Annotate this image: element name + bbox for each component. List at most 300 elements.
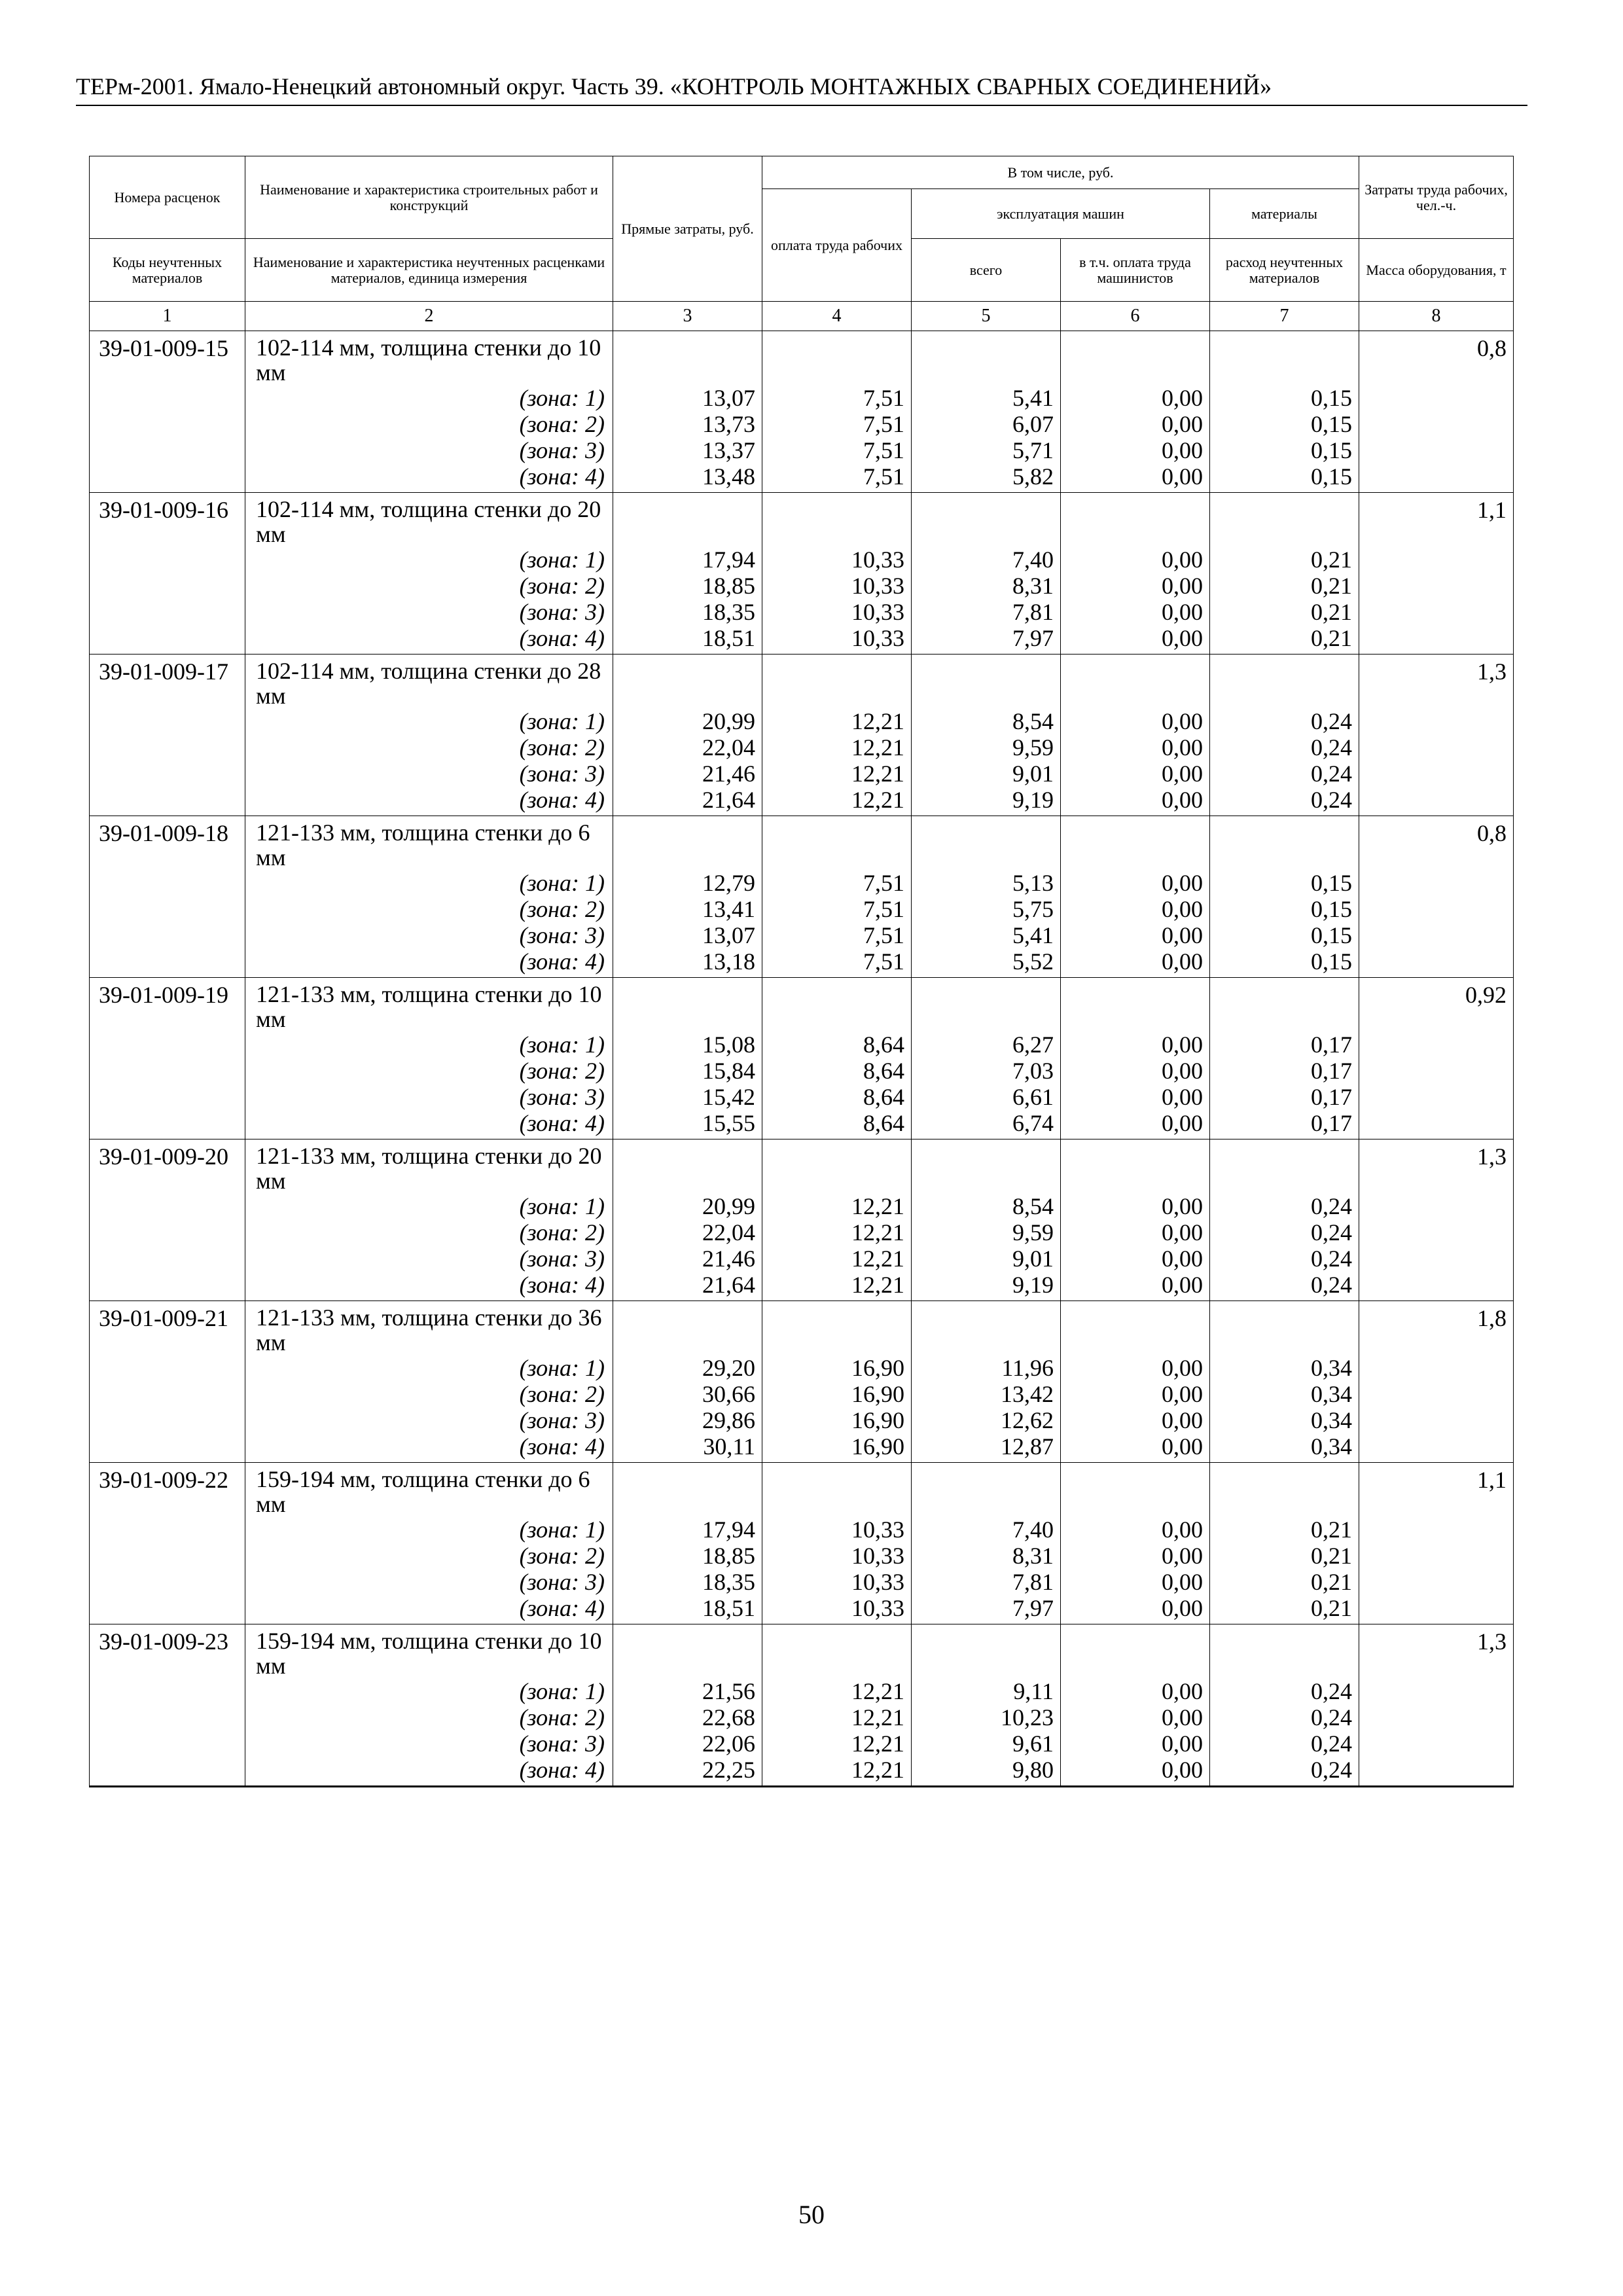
empty-cell xyxy=(912,1139,1061,1194)
worker-wage: 12,21 xyxy=(762,1678,912,1704)
worker-wage: 12,21 xyxy=(762,734,912,761)
operator-wage: 0,00 xyxy=(1061,870,1210,896)
rate-title-row xyxy=(90,1624,1514,1679)
empty-cell xyxy=(90,1731,245,1757)
rate-code: 39-01-009-23 xyxy=(90,1624,245,1679)
empty-cell xyxy=(613,1301,762,1355)
machines-total: 7,97 xyxy=(912,625,1061,655)
empty-cell xyxy=(613,1463,762,1517)
empty-cell xyxy=(613,978,762,1032)
operator-wage: 0,00 xyxy=(1061,1704,1210,1731)
worker-wage: 7,51 xyxy=(762,463,912,493)
labor-cost: 1,3 xyxy=(1359,655,1514,709)
empty-cell xyxy=(1359,787,1514,816)
direct-cost: 30,66 xyxy=(613,1381,762,1407)
worker-wage: 12,21 xyxy=(762,1731,912,1757)
zone-label: (зона: 1) xyxy=(245,1193,613,1219)
zone-row xyxy=(90,896,1514,922)
empty-cell xyxy=(1061,978,1210,1032)
zone-row xyxy=(90,1381,1514,1407)
machines-total: 8,54 xyxy=(912,708,1061,734)
operator-wage: 0,00 xyxy=(1061,573,1210,599)
column-number: 1 xyxy=(90,302,245,331)
rate-title-row xyxy=(90,1463,1514,1517)
direct-cost: 21,56 xyxy=(613,1678,762,1704)
materials-cost: 0,21 xyxy=(1210,599,1359,625)
empty-cell xyxy=(762,816,912,870)
operator-wage: 0,00 xyxy=(1061,1595,1210,1624)
empty-cell xyxy=(762,1624,912,1679)
empty-cell xyxy=(762,1139,912,1194)
labor-cost: 1,3 xyxy=(1359,1624,1514,1679)
direct-cost: 15,42 xyxy=(613,1084,762,1110)
direct-cost: 22,04 xyxy=(613,734,762,761)
materials-cost: 0,34 xyxy=(1210,1381,1359,1407)
empty-cell xyxy=(1359,1704,1514,1731)
labor-cost: 1,8 xyxy=(1359,1301,1514,1355)
worker-wage: 12,21 xyxy=(762,1193,912,1219)
empty-cell xyxy=(1359,385,1514,411)
empty-cell xyxy=(613,1139,762,1194)
direct-cost: 18,85 xyxy=(613,1543,762,1569)
col2-header-top: Наименование и характеристика строительных работ и конструкций xyxy=(245,156,613,239)
direct-cost: 29,20 xyxy=(613,1355,762,1381)
column-numbers-row xyxy=(90,302,1514,331)
zone-row xyxy=(90,1757,1514,1787)
zone-row xyxy=(90,1219,1514,1246)
empty-cell xyxy=(90,1246,245,1272)
empty-cell xyxy=(1359,1058,1514,1084)
machines-total: 5,13 xyxy=(912,870,1061,896)
column-number: 6 xyxy=(1061,302,1210,331)
operator-wage: 0,00 xyxy=(1061,1031,1210,1058)
col1-header-bottom: Коды неучтенных материалов xyxy=(90,239,245,302)
empty-cell xyxy=(90,870,245,896)
rate-name: 102-114 мм, толщина стенки до 20 мм xyxy=(245,493,613,547)
rate-code: 39-01-009-21 xyxy=(90,1301,245,1355)
page-header: ТЕРм-2001. Ямало-Ненецкий автономный округ. Часть 39. «КОНТРОЛЬ МОНТАЖНЫХ СВАРНЫХ СОЕДИНЕНИЙ» xyxy=(76,73,1272,99)
rate-name: 121-133 мм, толщина стенки до 10 мм xyxy=(245,978,613,1032)
empty-cell xyxy=(90,385,245,411)
column-number: 2 xyxy=(245,302,613,331)
worker-wage: 7,51 xyxy=(762,385,912,411)
worker-wage: 12,21 xyxy=(762,1246,912,1272)
empty-cell xyxy=(90,1272,245,1301)
zone-label: (зона: 2) xyxy=(245,411,613,437)
zone-label: (зона: 1) xyxy=(245,1031,613,1058)
empty-cell xyxy=(1061,816,1210,870)
column-number: 4 xyxy=(762,302,912,331)
machines-total: 13,42 xyxy=(912,1381,1061,1407)
worker-wage: 12,21 xyxy=(762,1704,912,1731)
machines-total: 5,82 xyxy=(912,463,1061,493)
empty-cell xyxy=(613,493,762,547)
empty-cell xyxy=(1359,625,1514,655)
empty-cell xyxy=(1359,1381,1514,1407)
materials-cost: 0,15 xyxy=(1210,411,1359,437)
column-number: 3 xyxy=(613,302,762,331)
empty-cell xyxy=(1359,1407,1514,1433)
direct-cost: 21,64 xyxy=(613,787,762,816)
zone-row xyxy=(90,1516,1514,1543)
labor-cost: 0,8 xyxy=(1359,331,1514,386)
empty-cell xyxy=(90,1193,245,1219)
materials-cost: 0,24 xyxy=(1210,1678,1359,1704)
empty-cell xyxy=(912,978,1061,1032)
empty-cell xyxy=(1359,1193,1514,1219)
empty-cell xyxy=(1061,1463,1210,1517)
zone-row xyxy=(90,708,1514,734)
materials-cost: 0,17 xyxy=(1210,1058,1359,1084)
empty-cell xyxy=(90,1058,245,1084)
direct-cost: 13,73 xyxy=(613,411,762,437)
rate-group xyxy=(90,1139,1514,1301)
machines-total: 8,54 xyxy=(912,1193,1061,1219)
empty-cell xyxy=(1359,1219,1514,1246)
operator-wage: 0,00 xyxy=(1061,1407,1210,1433)
zone-label: (зона: 2) xyxy=(245,896,613,922)
machines-total: 5,75 xyxy=(912,896,1061,922)
materials-cost: 0,17 xyxy=(1210,1110,1359,1139)
zone-label: (зона: 4) xyxy=(245,1757,613,1787)
empty-cell xyxy=(1359,708,1514,734)
zone-label: (зона: 4) xyxy=(245,948,613,978)
rate-name: 121-133 мм, толщина стенки до 36 мм xyxy=(245,1301,613,1355)
rate-group xyxy=(90,493,1514,655)
materials-cost: 0,15 xyxy=(1210,437,1359,463)
worker-wage: 10,33 xyxy=(762,625,912,655)
materials-cost: 0,34 xyxy=(1210,1407,1359,1433)
empty-cell xyxy=(90,1084,245,1110)
zone-label: (зона: 4) xyxy=(245,1272,613,1301)
materials-cost: 0,15 xyxy=(1210,922,1359,948)
empty-cell xyxy=(90,1407,245,1433)
direct-cost: 12,79 xyxy=(613,870,762,896)
zone-label: (зона: 3) xyxy=(245,1407,613,1433)
empty-cell xyxy=(613,331,762,386)
empty-cell xyxy=(1359,437,1514,463)
rate-group xyxy=(90,978,1514,1139)
machines-total: 9,59 xyxy=(912,734,1061,761)
machines-total: 5,41 xyxy=(912,922,1061,948)
empty-cell xyxy=(1359,896,1514,922)
zone-label: (зона: 1) xyxy=(245,547,613,573)
zone-label: (зона: 2) xyxy=(245,1704,613,1731)
empty-cell xyxy=(762,331,912,386)
empty-cell xyxy=(90,1704,245,1731)
worker-wage: 7,51 xyxy=(762,948,912,978)
operator-wage: 0,00 xyxy=(1061,922,1210,948)
operator-wage: 0,00 xyxy=(1061,599,1210,625)
direct-cost: 22,04 xyxy=(613,1219,762,1246)
labor-cost: 1,1 xyxy=(1359,493,1514,547)
materials-cost: 0,15 xyxy=(1210,463,1359,493)
empty-cell xyxy=(1061,1139,1210,1194)
worker-wage: 8,64 xyxy=(762,1058,912,1084)
zone-row xyxy=(90,734,1514,761)
materials-cost: 0,24 xyxy=(1210,1246,1359,1272)
empty-cell xyxy=(90,787,245,816)
zone-row xyxy=(90,1246,1514,1272)
zone-label: (зона: 4) xyxy=(245,787,613,816)
worker-wage: 10,33 xyxy=(762,547,912,573)
zone-label: (зона: 4) xyxy=(245,1433,613,1463)
operator-wage: 0,00 xyxy=(1061,1219,1210,1246)
empty-cell xyxy=(1359,922,1514,948)
machines-total: 5,41 xyxy=(912,385,1061,411)
rate-group xyxy=(90,331,1514,493)
zone-row xyxy=(90,1731,1514,1757)
empty-cell xyxy=(1359,547,1514,573)
empty-cell xyxy=(1359,1246,1514,1272)
operator-wage: 0,00 xyxy=(1061,463,1210,493)
empty-cell xyxy=(1359,1084,1514,1110)
rate-code: 39-01-009-20 xyxy=(90,1139,245,1194)
materials-cost: 0,24 xyxy=(1210,708,1359,734)
empty-cell xyxy=(90,411,245,437)
operator-wage: 0,00 xyxy=(1061,1272,1210,1301)
column-number: 7 xyxy=(1210,302,1359,331)
empty-cell xyxy=(90,948,245,978)
materials-cost: 0,21 xyxy=(1210,547,1359,573)
labor-cost: 1,1 xyxy=(1359,1463,1514,1517)
machines-total: 7,40 xyxy=(912,547,1061,573)
zone-row xyxy=(90,1031,1514,1058)
zone-label: (зона: 4) xyxy=(245,463,613,493)
operator-wage: 0,00 xyxy=(1061,1246,1210,1272)
col4-header: оплата труда рабочих xyxy=(762,189,912,302)
empty-cell xyxy=(1359,1272,1514,1301)
empty-cell xyxy=(1210,1463,1359,1517)
empty-cell xyxy=(1210,1624,1359,1679)
zone-row xyxy=(90,870,1514,896)
worker-wage: 7,51 xyxy=(762,922,912,948)
col2-header-bottom: Наименование и характеристика неучтенных расценками материалов, единица измерения xyxy=(245,239,613,302)
operator-wage: 0,00 xyxy=(1061,1110,1210,1139)
empty-cell xyxy=(1359,1433,1514,1463)
direct-cost: 15,08 xyxy=(613,1031,762,1058)
machines-total: 5,52 xyxy=(912,948,1061,978)
rate-code: 39-01-009-18 xyxy=(90,816,245,870)
rate-title-row xyxy=(90,1301,1514,1355)
operator-wage: 0,00 xyxy=(1061,896,1210,922)
rate-group xyxy=(90,1624,1514,1787)
zone-row xyxy=(90,1058,1514,1084)
table-head xyxy=(90,156,1514,331)
zone-label: (зона: 1) xyxy=(245,1516,613,1543)
zone-label: (зона: 2) xyxy=(245,734,613,761)
operator-wage: 0,00 xyxy=(1061,1381,1210,1407)
empty-cell xyxy=(90,1219,245,1246)
empty-cell xyxy=(1210,816,1359,870)
empty-cell xyxy=(1061,1301,1210,1355)
rate-code: 39-01-009-15 xyxy=(90,331,245,386)
operator-wage: 0,00 xyxy=(1061,1355,1210,1381)
direct-cost: 18,51 xyxy=(613,1595,762,1624)
operator-wage: 0,00 xyxy=(1061,625,1210,655)
empty-cell xyxy=(1359,761,1514,787)
machines-total: 8,31 xyxy=(912,573,1061,599)
operator-wage: 0,00 xyxy=(1061,787,1210,816)
rate-code: 39-01-009-22 xyxy=(90,1463,245,1517)
zone-row xyxy=(90,1543,1514,1569)
empty-cell xyxy=(1359,1355,1514,1381)
empty-cell xyxy=(1359,1757,1514,1787)
direct-cost: 17,94 xyxy=(613,1516,762,1543)
empty-cell xyxy=(1210,655,1359,709)
zone-label: (зона: 3) xyxy=(245,1569,613,1595)
rate-code: 39-01-009-16 xyxy=(90,493,245,547)
machines-total: 6,27 xyxy=(912,1031,1061,1058)
direct-cost: 13,37 xyxy=(613,437,762,463)
worker-wage: 7,51 xyxy=(762,411,912,437)
direct-cost: 22,06 xyxy=(613,1731,762,1757)
materials-cost: 0,24 xyxy=(1210,1704,1359,1731)
empty-cell xyxy=(1359,411,1514,437)
rate-name: 102-114 мм, толщина стенки до 28 мм xyxy=(245,655,613,709)
direct-cost: 22,68 xyxy=(613,1704,762,1731)
direct-cost: 15,84 xyxy=(613,1058,762,1084)
zone-label: (зона: 1) xyxy=(245,708,613,734)
zone-label: (зона: 2) xyxy=(245,1381,613,1407)
rate-group xyxy=(90,816,1514,978)
materials-cost: 0,21 xyxy=(1210,1516,1359,1543)
empty-cell xyxy=(1210,1139,1359,1194)
empty-cell xyxy=(1061,493,1210,547)
zone-label: (зона: 3) xyxy=(245,1084,613,1110)
empty-cell xyxy=(90,599,245,625)
empty-cell xyxy=(613,655,762,709)
empty-cell xyxy=(90,1569,245,1595)
zone-label: (зона: 1) xyxy=(245,870,613,896)
worker-wage: 12,21 xyxy=(762,708,912,734)
direct-cost: 30,11 xyxy=(613,1433,762,1463)
direct-cost: 20,99 xyxy=(613,708,762,734)
materials-cost: 0,24 xyxy=(1210,1219,1359,1246)
rates-table xyxy=(89,156,1514,1787)
empty-cell xyxy=(90,1110,245,1139)
machines-total: 9,01 xyxy=(912,1246,1061,1272)
worker-wage: 8,64 xyxy=(762,1031,912,1058)
worker-wage: 12,21 xyxy=(762,1272,912,1301)
direct-cost: 21,46 xyxy=(613,761,762,787)
zone-row xyxy=(90,1272,1514,1301)
machines-total: 7,97 xyxy=(912,1595,1061,1624)
zone-label: (зона: 3) xyxy=(245,599,613,625)
zone-label: (зона: 1) xyxy=(245,1355,613,1381)
machines-total: 6,74 xyxy=(912,1110,1061,1139)
empty-cell xyxy=(1359,1731,1514,1757)
rate-code: 39-01-009-17 xyxy=(90,655,245,709)
machines-total: 12,87 xyxy=(912,1433,1061,1463)
empty-cell xyxy=(90,1433,245,1463)
operator-wage: 0,00 xyxy=(1061,385,1210,411)
empty-cell xyxy=(90,896,245,922)
empty-cell xyxy=(912,1301,1061,1355)
materials-cost: 0,21 xyxy=(1210,1595,1359,1624)
rate-group xyxy=(90,1463,1514,1624)
empty-cell xyxy=(1210,978,1359,1032)
machines-total: 7,40 xyxy=(912,1516,1061,1543)
empty-cell xyxy=(762,1463,912,1517)
col3-header: Прямые затраты, руб. xyxy=(613,156,762,302)
direct-cost: 13,18 xyxy=(613,948,762,978)
rate-name: 121-133 мм, толщина стенки до 20 мм xyxy=(245,1139,613,1194)
empty-cell xyxy=(90,1355,245,1381)
worker-wage: 8,64 xyxy=(762,1084,912,1110)
machines-total: 8,31 xyxy=(912,1543,1061,1569)
machines-total: 9,61 xyxy=(912,1731,1061,1757)
rate-title-row xyxy=(90,331,1514,386)
empty-cell xyxy=(90,734,245,761)
rate-group xyxy=(90,1301,1514,1463)
zone-row xyxy=(90,1678,1514,1704)
materials-cost: 0,15 xyxy=(1210,896,1359,922)
zone-row xyxy=(90,1407,1514,1433)
empty-cell xyxy=(1210,493,1359,547)
empty-cell xyxy=(90,1678,245,1704)
zone-label: (зона: 4) xyxy=(245,1110,613,1139)
empty-cell xyxy=(90,437,245,463)
materials-cost: 0,24 xyxy=(1210,761,1359,787)
col6-header: в т.ч. оплата труда машинистов xyxy=(1061,239,1210,302)
zone-label: (зона: 3) xyxy=(245,437,613,463)
zone-label: (зона: 2) xyxy=(245,573,613,599)
zone-row xyxy=(90,922,1514,948)
empty-cell xyxy=(90,1381,245,1407)
rate-code: 39-01-009-19 xyxy=(90,978,245,1032)
rate-title-row xyxy=(90,816,1514,870)
worker-wage: 10,33 xyxy=(762,573,912,599)
worker-wage: 10,33 xyxy=(762,599,912,625)
materials-cost: 0,21 xyxy=(1210,1569,1359,1595)
zone-label: (зона: 1) xyxy=(245,385,613,411)
operator-wage: 0,00 xyxy=(1061,1084,1210,1110)
zone-row xyxy=(90,411,1514,437)
worker-wage: 10,33 xyxy=(762,1543,912,1569)
machines-total: 7,81 xyxy=(912,1569,1061,1595)
empty-cell xyxy=(1359,1110,1514,1139)
direct-cost: 21,46 xyxy=(613,1246,762,1272)
zone-row xyxy=(90,1704,1514,1731)
empty-cell xyxy=(90,1031,245,1058)
zone-row xyxy=(90,1595,1514,1624)
labor-cost: 0,92 xyxy=(1359,978,1514,1032)
direct-cost: 18,85 xyxy=(613,573,762,599)
machines-total: 11,96 xyxy=(912,1355,1061,1381)
direct-cost: 22,25 xyxy=(613,1757,762,1787)
worker-wage: 12,21 xyxy=(762,1757,912,1787)
operator-wage: 0,00 xyxy=(1061,547,1210,573)
zone-label: (зона: 4) xyxy=(245,625,613,655)
machines-total: 9,19 xyxy=(912,787,1061,816)
operator-wage: 0,00 xyxy=(1061,1058,1210,1084)
empty-cell xyxy=(613,816,762,870)
rate-title-row xyxy=(90,978,1514,1032)
operator-wage: 0,00 xyxy=(1061,1433,1210,1463)
operator-wage: 0,00 xyxy=(1061,437,1210,463)
worker-wage: 16,90 xyxy=(762,1355,912,1381)
materials-cost: 0,24 xyxy=(1210,1731,1359,1757)
zone-row xyxy=(90,948,1514,978)
worker-wage: 7,51 xyxy=(762,437,912,463)
rates-table-container xyxy=(89,156,1513,1787)
operator-wage: 0,00 xyxy=(1061,708,1210,734)
operator-wage: 0,00 xyxy=(1061,1543,1210,1569)
machines-header: эксплуатация машин xyxy=(912,189,1210,239)
machines-total: 12,62 xyxy=(912,1407,1061,1433)
materials-cost: 0,24 xyxy=(1210,787,1359,816)
